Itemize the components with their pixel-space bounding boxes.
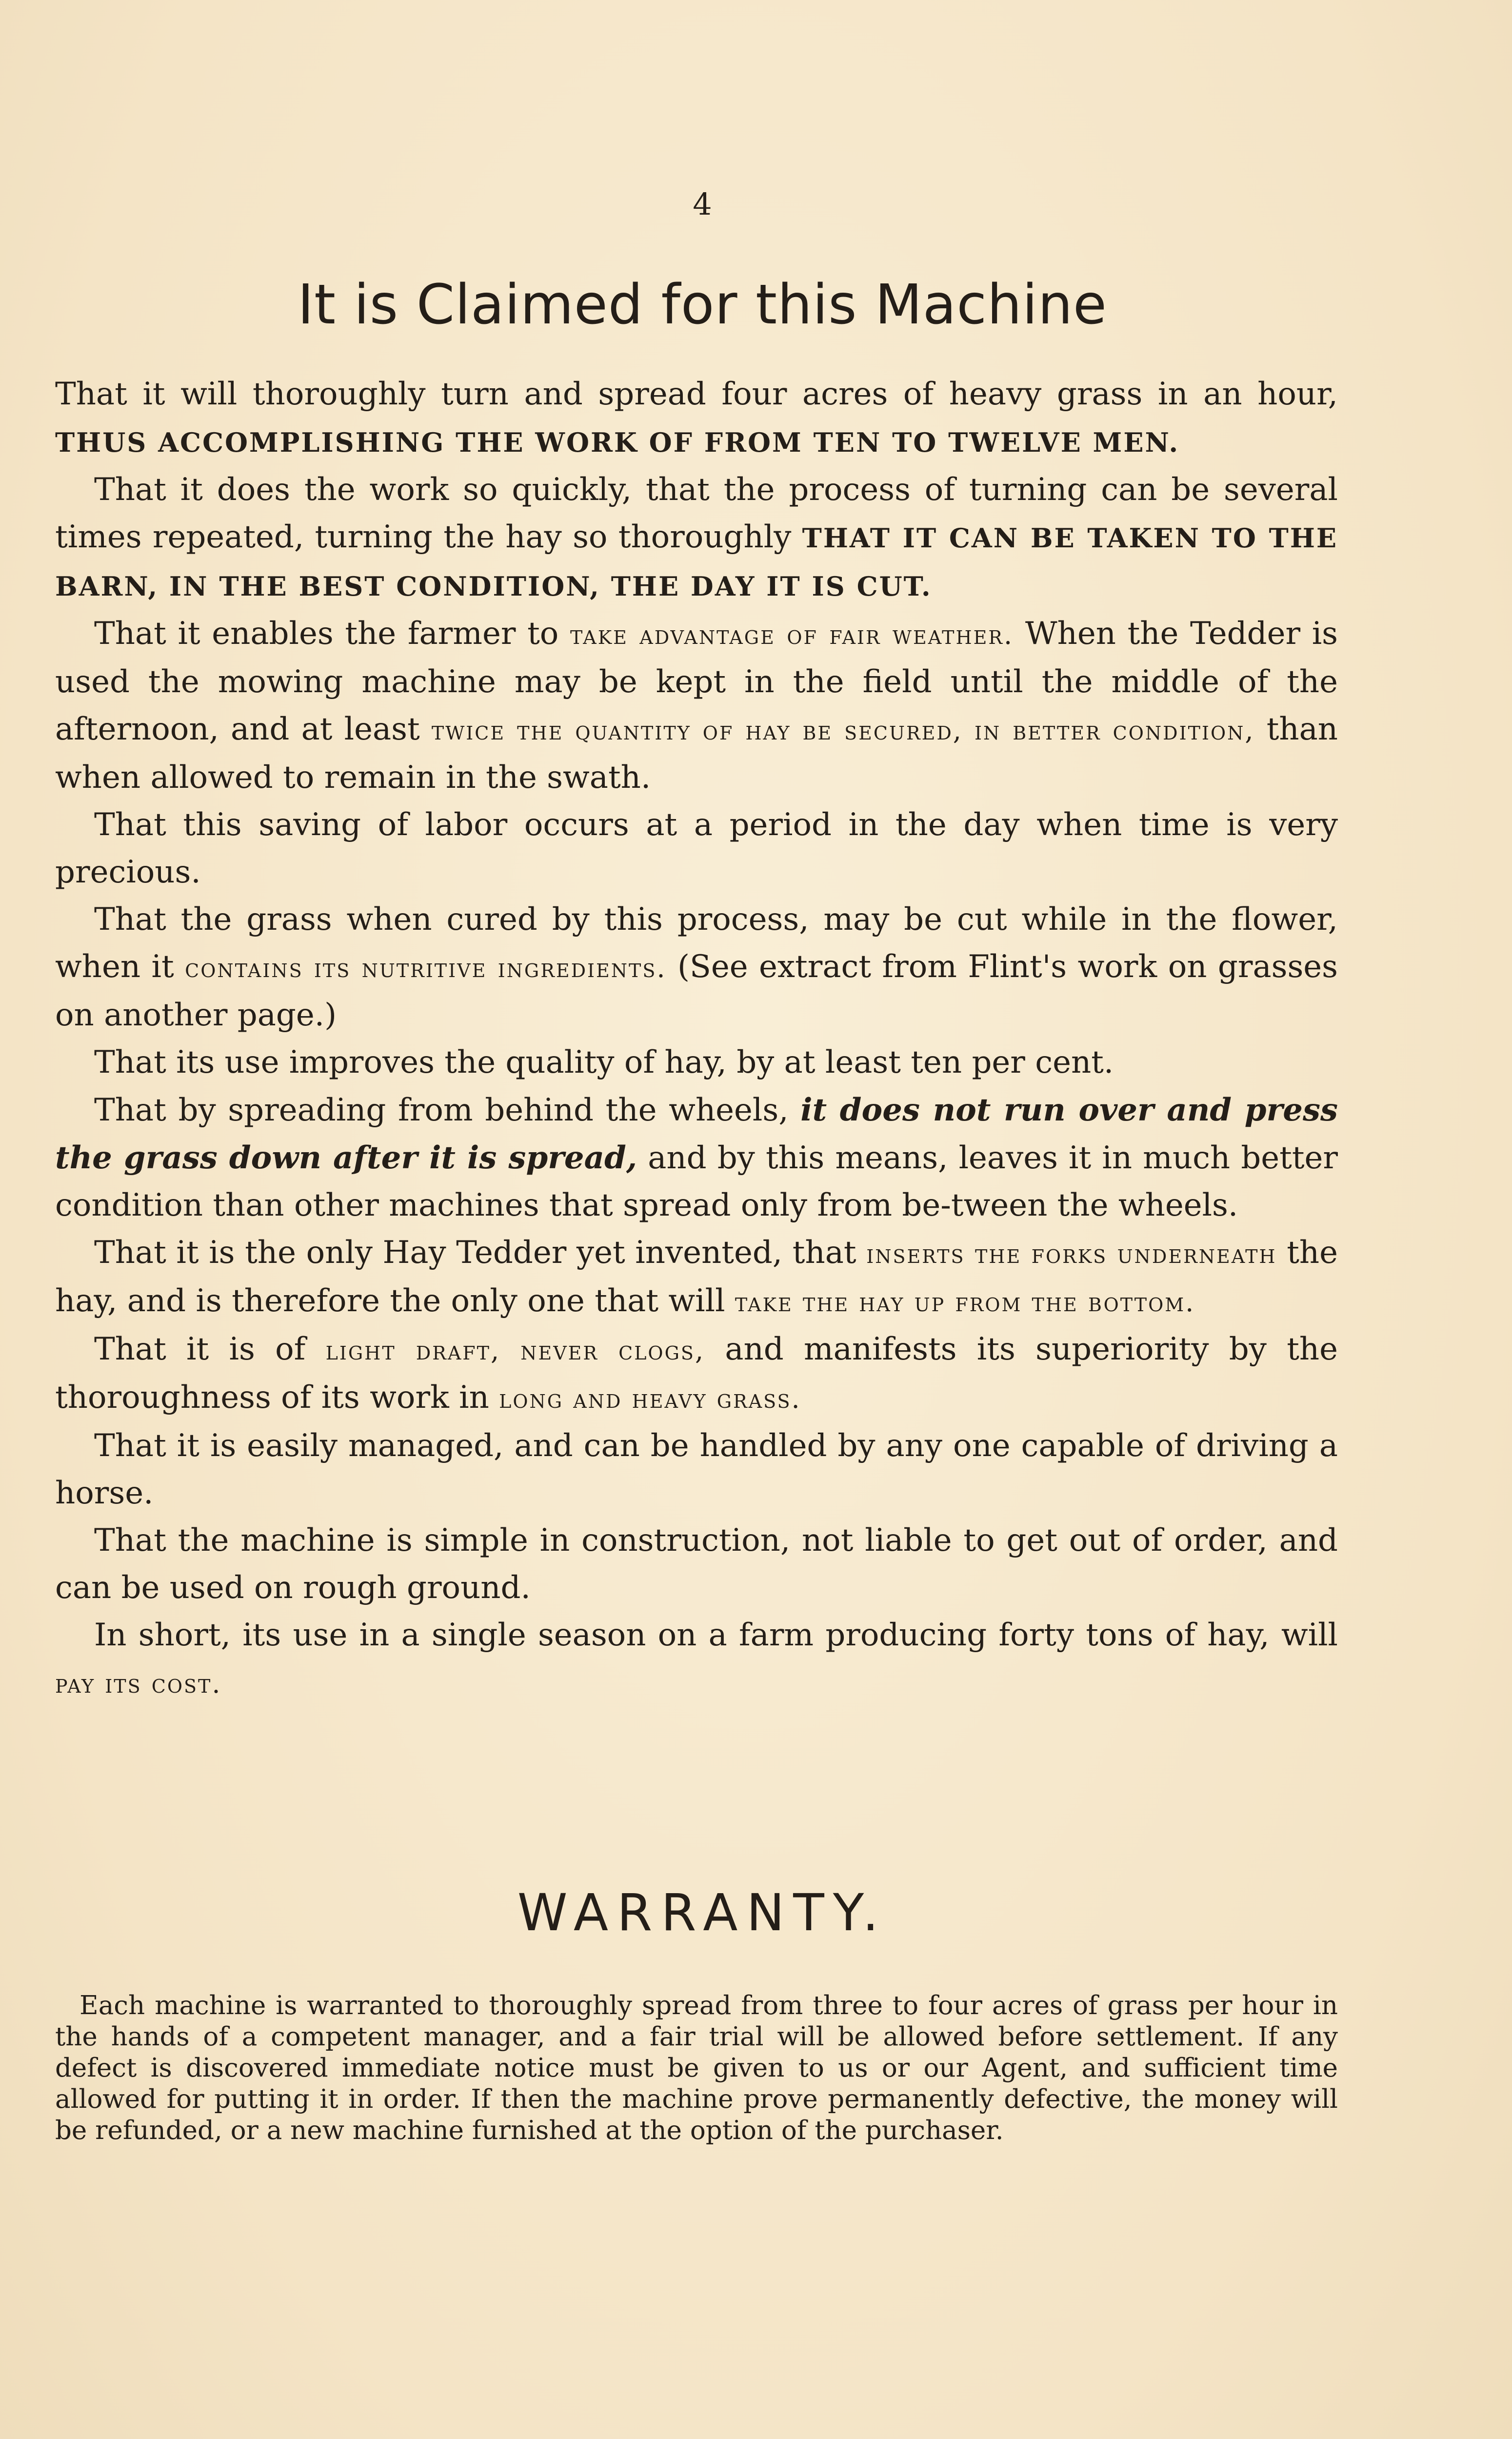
claim-paragraph: [55, 466, 1338, 610]
claim-text: When the Tedder is used the mowing machine may be kept in the field until the middle of the afternoon, and at least: [55, 616, 1338, 747]
claim-emphasis-caps: THAT IT CAN BE TAKEN TO THE BARN, IN THE BEST CONDITION, THE DAY IT IS CUT.: [55, 522, 1338, 602]
claim-text: That it enables the farmer to: [94, 616, 570, 652]
claim-text: than when allowed to remain in the swath.: [55, 711, 1338, 796]
claim-small-caps: pay its cost.: [55, 1668, 222, 1699]
claim-text: That this saving of labor occurs at a period in the day when time is very precious.: [55, 807, 1338, 890]
claim-paragraph: [55, 1517, 1338, 1612]
claim-paragraph: [55, 1326, 1338, 1422]
claim-text: That by spreading from behind the wheels,: [94, 1092, 801, 1128]
claim-paragraph: [55, 1422, 1338, 1517]
claim-text: That its use improves the quality of hay, by at least ten per cent.: [94, 1044, 1114, 1080]
claim-small-caps: contains its nutritive ingredients.: [185, 953, 667, 983]
claim-text: (See extract from Flint's work on grasses on another page.): [55, 949, 1338, 1033]
page-number: 4: [693, 186, 712, 222]
claim-emphasis-caps: THUS ACCOMPLISHING THE WORK OF FROM TEN TO TWELVE MEN.: [55, 427, 1180, 458]
claim-text: That it is the only Hay Tedder yet invented, that: [94, 1235, 867, 1271]
claim-paragraph: [55, 896, 1338, 1039]
claim-paragraph: [55, 1612, 1338, 1707]
claim-small-caps: inserts the forks underneath: [866, 1239, 1277, 1269]
claim-italic: it does not run over and press the grass down after it is spread,: [55, 1092, 1338, 1176]
claim-paragraph: [55, 1229, 1338, 1326]
warranty-heading: WARRANTY.: [517, 1883, 888, 1942]
page-title: It is Claimed for this Machine: [298, 273, 1107, 337]
claim-small-caps: long and heavy grass.: [499, 1383, 801, 1414]
claim-text: That it does the work so quickly, that the process of turning can be several times repeated, turning the hay so thoroughly: [55, 472, 1338, 555]
claim-small-caps: light draft, never clogs,: [325, 1335, 705, 1366]
claim-paragraph: [55, 1039, 1338, 1086]
claim-small-caps: take advantage of fair weather.: [570, 620, 1014, 650]
claim-paragraph: [55, 371, 1338, 466]
claim-text: In short, its use in a single season on a farm producing forty tons of hay, will: [94, 1617, 1338, 1653]
claim-small-caps: twice the quantity of hay be secured, in better condition,: [431, 715, 1255, 746]
claim-text: That it is easily managed, and can be handled by any one capable of driving a horse.: [55, 1428, 1338, 1511]
warranty-text: Each machine is warranted to thoroughly spread from three to four acres of grass per hour in the hands of a competent manager, and a fair trial will be allowed before settlement. If any defect is discovered immediate notice must be given to us or our Agent, and sufficient time allowed for putting it in order. If then the machine prove permanently defective, the money will be refunded, or a new machine furnished at the option of the purchaser.: [55, 1991, 1338, 2145]
claim-paragraph: [55, 1086, 1338, 1229]
claim-text: the hay, and is therefore the only one that will: [55, 1235, 1338, 1319]
claim-text: That the grass when cured by this process, may be cut while in the flower, when it: [55, 901, 1338, 985]
claim-text: and by this means, leaves it in much better condition than other machines that spread only from be-tween the wheels.: [55, 1140, 1338, 1223]
claim-text: That it will thoroughly turn and spread four acres of heavy grass in an hour,: [55, 376, 1338, 412]
claim-small-caps: take the hay up from the bottom.: [735, 1287, 1195, 1318]
claim-text: and manifests its superiority by the thoroughness of its work in: [55, 1331, 1338, 1416]
claim-paragraph: [55, 801, 1338, 896]
claim-text: That it is of: [94, 1331, 326, 1367]
claim-paragraph: [55, 610, 1338, 801]
claims-list: [55, 371, 1338, 1707]
claim-text: That the machine is simple in construction, not liable to get out of order, and can be used on rough ground.: [55, 1522, 1338, 1606]
